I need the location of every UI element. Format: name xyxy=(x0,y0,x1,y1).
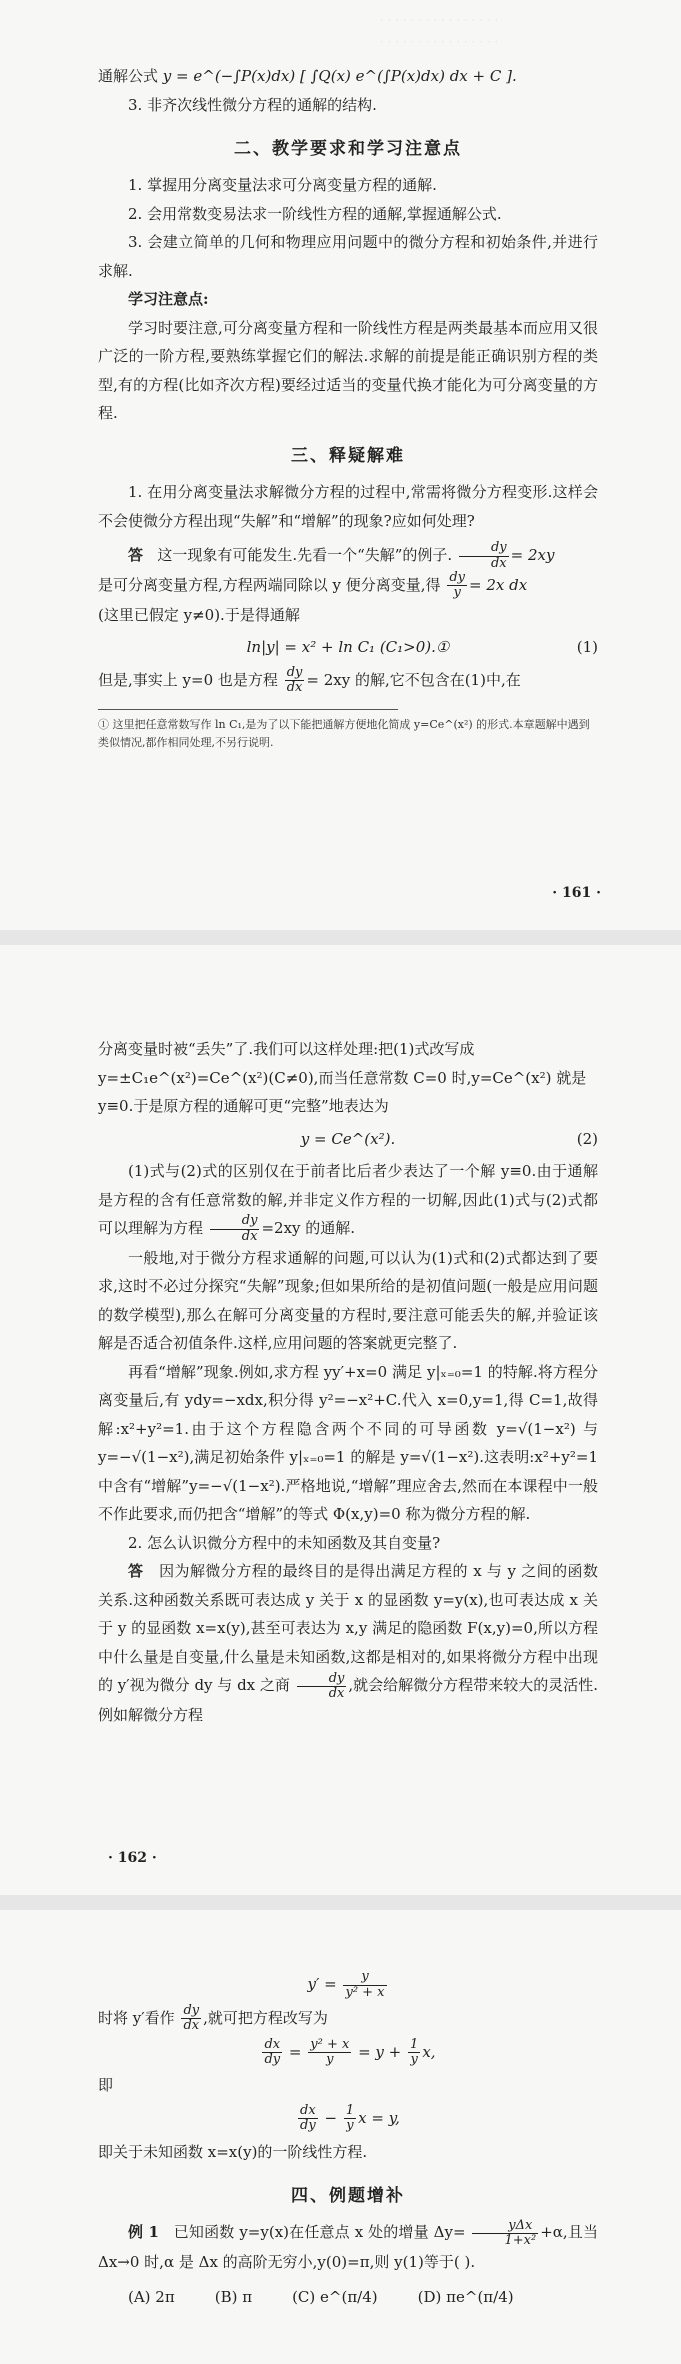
page1-content xyxy=(98,62,598,752)
fraction-dy-dx-4: $\frac{dy}{dx}$ xyxy=(297,1672,347,1702)
choice-b: (B) π xyxy=(214,2287,253,2306)
answer-text-4b: = 2xy 的解,它不包含在(1)中,在 xyxy=(306,670,521,689)
equation-linear xyxy=(98,2104,598,2134)
answer-1-paragraph xyxy=(98,541,598,571)
formula-label: 通解公式 xyxy=(98,67,159,85)
item-3: 3. 非齐次线性微分方程的通解的结构. xyxy=(128,95,377,114)
answer-2-paragraph xyxy=(98,1557,598,1729)
question-1: 1. 在用分离变量法求解微分方程的过程中,常需将微分方程变形.这样会不会使微分方程出现“失解”和“增解”的现象?应如何处理? xyxy=(98,483,598,530)
equation-y-prime xyxy=(98,1970,598,2000)
answer-text-2: 是可分离变量方程,方程两端同除以 y 便分离变量,得 xyxy=(98,575,441,594)
notes-body: 学习时要注意,可分离变量方程和一阶线性方程是两类最基本而应用又很广泛的一阶方程,要熟练掌握它们的解法.求解的前提是能正确识别方程的类型,有的方程(比如齐次方程)要经过适当的变量代换才能化为可分离变量的方程. xyxy=(98,318,598,423)
choice-a: (A) 2π xyxy=(128,2287,175,2306)
footnote: ① 这里把任意常数写作 ln C₁,是为了以下能把通解方便地化简成 y=Ce^(x²) 的形式.本章题解中遇到类似情况,都作相同处理,不另行说明. xyxy=(98,718,590,750)
fraction-1-over-y: $\frac{1}{y}$ xyxy=(410,2036,419,2068)
page3-content xyxy=(98,1966,598,2311)
answer-2-text-b: ,就会给解微分方程带来较大的灵活性.例如解微分方程 xyxy=(98,1676,598,1725)
section-2-title: 二、教学要求和学习注意点 xyxy=(234,139,462,159)
eq-rhs-2: = 2x dx xyxy=(469,575,528,594)
example-1-text-b: +α,且当 Δx→0 时,α 是 Δx 的高阶无穷小,y(0)=π,则 y(1)等于( ). xyxy=(98,2223,598,2272)
fraction-dy-dx-2: $\frac{dy}{dx}$ xyxy=(286,664,303,696)
fraction-dx-dy: $\frac{dx}{dy}$ xyxy=(264,2036,281,2068)
answer-line-2 xyxy=(98,571,598,601)
answer-text-4a: 但是,事实上 y=0 也是方程 xyxy=(98,670,278,689)
example-1-text-a: 已知函数 y=y(x)在任意点 x 处的增量 Δy= xyxy=(173,2223,466,2242)
line1-text-a: 时将 y′看作 xyxy=(98,2008,175,2027)
page2-content xyxy=(98,1035,598,1730)
eq-top-lhs: y′ = xyxy=(307,1975,337,1993)
equation-2-number: (2) xyxy=(576,1129,598,1148)
book-page-161 xyxy=(0,0,681,930)
requirement-2: 2. 会用常数变易法求一阶线性方程的通解,掌握通解公式. xyxy=(128,204,502,223)
general-solution-formula: y = e^(−∫P(x)dx) [ ∫Q(x) e^(∫P(x)dx) dx + C ]. xyxy=(162,67,517,85)
page2-para-3: 一般地,对于微分方程求通解的问题,可以认为(1)式和(2)式都达到了要求,这时不必过分探究“失解”现象;但如果所给的是初值问题(一般是应用问题的数学模型),那么在解可分离变量的方程时,要注意可能丢失的解,并验证该解是否适合初值条件.这样,应用问题的答案就更完整了. xyxy=(98,1248,598,1353)
eq-low-mid: − xyxy=(324,2108,338,2127)
footnote-rule xyxy=(98,709,398,716)
book-page-162 xyxy=(0,945,681,1895)
page2-para-1: 分离变量时被“丢失”了.我们可以这样处理:把(1)式改写成 y=±C₁e^(x²)=Ce^(x²)(C≠0),而当任意常数 C=0 时,y=Ce^(x²) 就是 y≡0.于是原方程的通解可更“完整”地表达为 xyxy=(98,1040,587,1115)
answer-2-text-a: 因为解微分方程的最终目的是得出满足方程的 x 与 y 之间的函数关系.这种函数关系既可表达成 y 关于 x 的显函数 y=y(x),也可表达成 x 关于 y 的显函数 x=x(y),甚至可表达为 x,y 满足的隐函数 F(x,y)=0,所以方程中什么量是自变量,什么量是未知函数,这都是相对的,如果将微分方程中出现的 y′视为微分 dy 与 dx 之商 xyxy=(98,1562,598,1695)
equation-2-body: y = Ce^(x²). xyxy=(300,1129,396,1148)
answer-choices xyxy=(98,2283,598,2312)
notes-title: 学习注意点: xyxy=(128,290,209,309)
example-1 xyxy=(98,2218,598,2276)
choice-d: (D) πe^(π/4) xyxy=(417,2287,514,2306)
page-number-161: · 161 · xyxy=(552,885,601,901)
answer-text-1: 这一现象有可能发生.先看一个“失解”的例子. xyxy=(157,546,453,565)
page2-para-4: 再看“增解”现象.例如,求方程 yy′+x=0 满足 y|ₓ₌₀=1 的特解.将方程分离变量后,有 ydy=−xdx,积分得 y²=−x²+C.代入 x=0,y=1,得 C=1,故得解:x²+y²=1.由于这个方程隐含两个不同的可导函数 y=√(1−x²) 与 y=−√(1−x²),满足初始条件 y|ₓ₌₀=1 的解是 y=√(1−x²).这表明:x²+y²=1 中含有“增解”y=−√(1−x²).严格地说,“增解”理应舍去,然而在本课程中一般不作此要求,而仍把含“增解”的等式 Φ(x,y)=0 称为微分方程的解. xyxy=(98,1362,598,1524)
eq-mid-tail: x, xyxy=(422,2042,436,2061)
eq-mid-rhs: = y + xyxy=(358,2042,402,2061)
fraction-dy-dx-5: $\frac{dy}{dx}$ xyxy=(183,2003,200,2034)
fraction-dy-dx: $\frac{dy}{dx}$ xyxy=(459,541,509,571)
equation-1-body: ln|y| = x² + ln C₁ (C₁>0).① xyxy=(246,638,450,657)
section-3-title: 三、释疑解难 xyxy=(291,445,405,466)
book-page-163 xyxy=(0,1910,681,2364)
section-4-title: 四、例题增补 xyxy=(291,2186,405,2207)
question-2: 2. 怎么认识微分方程中的未知函数及其自变量? xyxy=(128,1533,441,1552)
answer-label: 答 xyxy=(128,546,144,565)
fraction-ydx-over-1x2: $\frac{\text{yΔx}}{\text{1+x²}}$ xyxy=(472,2219,538,2249)
equation-2 xyxy=(98,1125,598,1154)
fraction-y2x-over-y: $\frac{\text{y² + x}}{y}$ xyxy=(310,2036,350,2068)
requirement-1: 1. 掌握用分离变量法求可分离变量方程的通解. xyxy=(128,176,437,195)
fraction-dx-dy-2: $\frac{dx}{dy}$ xyxy=(300,2103,316,2134)
fraction-dy-dx-3: $\frac{dy}{dx}$ xyxy=(210,1214,260,1244)
para2-text-a: (1)式与(2)式的区别仅在于前者比后者少表达了一个解 y≡0.由于通解是方程的含有任意常数的解,并非定义作方程的一切解,因此(1)式与(2)式都可以理解为方程 xyxy=(98,1162,598,1237)
bleed-through-text: · · · · · · · · · · · · · · · · · · · · · · · · · · · · · · · · xyxy=(380,13,499,49)
choice-c: (C) e^(π/4) xyxy=(292,2287,378,2306)
equation-1-number: (1) xyxy=(576,638,598,657)
word-ji: 即 xyxy=(98,2076,114,2095)
page-number-162: · 162 · xyxy=(108,1850,157,1866)
fraction-1-over-y-2: $\frac{1}{y}$ xyxy=(345,2103,355,2134)
page2-para-2 xyxy=(98,1157,598,1244)
page3-line-2: 即关于未知函数 x=x(y)的一阶线性方程. xyxy=(98,2142,368,2161)
equation-1 xyxy=(98,633,598,662)
answer-2-label: 答 xyxy=(128,1562,144,1581)
para2-text-b: =2xy 的通解. xyxy=(261,1219,356,1237)
fraction-dy-y: $\frac{dy}{y}$ xyxy=(449,570,466,601)
answer-line-4 xyxy=(98,666,598,696)
fraction-y-over-y2x: $\frac{y}{\text{y² + x}}$ xyxy=(345,1969,385,2000)
requirement-3: 3. 会建立简单的几何和物理应用问题中的微分方程和初始条件,并进行求解. xyxy=(98,233,598,280)
page3-line-1 xyxy=(98,2004,598,2034)
formula-line xyxy=(98,62,598,91)
eq-rhs: = 2xy xyxy=(510,546,555,565)
answer-text-3: (这里已假定 y≠0).于是得通解 xyxy=(98,605,300,624)
example-1-label: 例 1 xyxy=(128,2223,159,2242)
equation-dx-dy: $\frac{dx}{dy}$ = $\frac{\text{y² + x}}{y}$ = y + $\frac{1}{y}$ x, xyxy=(264,2036,436,2068)
line1-text-b: ,就可把方程改写为 xyxy=(203,2008,328,2027)
eq-low-tail: x = y, xyxy=(358,2108,400,2127)
